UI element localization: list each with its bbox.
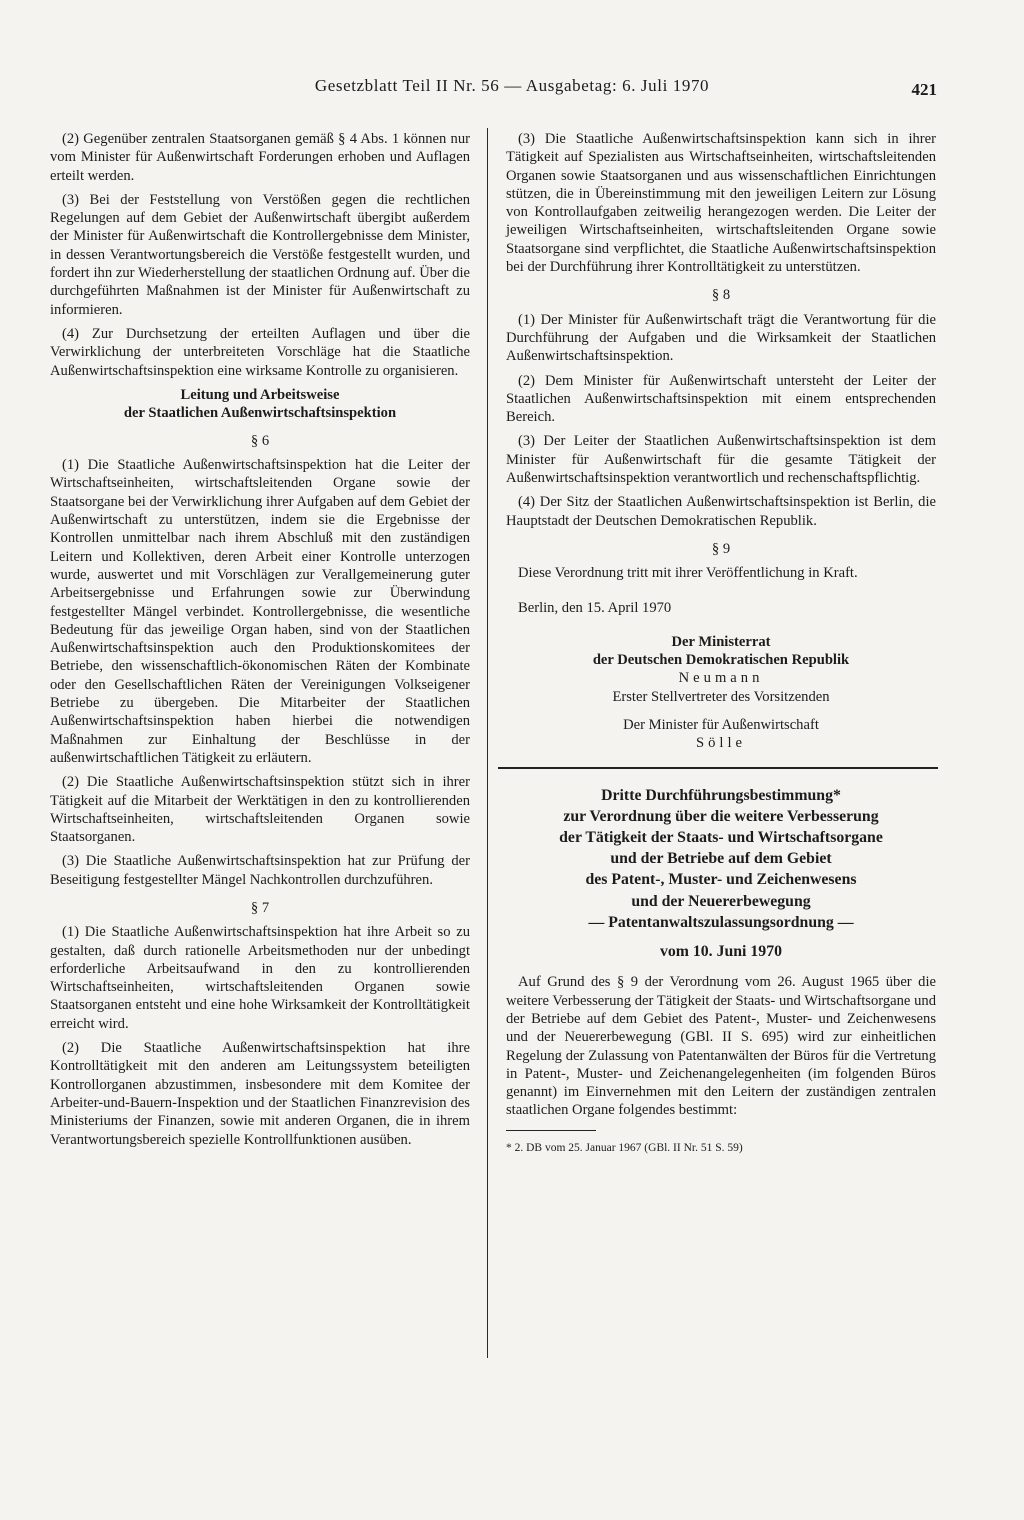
paragraph: (3) Die Staatliche Außenwirtschaftsinspektion kann sich in ihrer Tätigkeit auf Spezialisten aus Wirtschaftseinheiten, wirtschaftsleitenden Organen sowie Staatsorganen und aus wissenschaftlichen Einrichtungen stützen, die in Übereinstimmung mit den jeweiligen Leitern zur Lösung von Kontrollaufgaben zeitweilig herangezogen werden. Die Leiter der jeweiligen Wirtschaftseinheiten, wirtschaftsleitenden Organe sowie Staatsorgane sind verpflichtet, die Staatliche Außenwirtschaftsinspektion bei der Durchführung ihrer Kontrolltätigkeit zu unterstützen. — [506, 131, 936, 276]
paragraph: Auf Grund des § 9 der Verordnung vom 26. August 1965 über die weitere Verbesserung der Tätigkeit der Staats- und Wirtschaftsorgane und der Betriebe auf dem Gebiet des Patent-, Muster- und Zeichenwesens und der Neuererbewegung (GBl. II S. 695) wird zur einheitlichen Regelung der Zulassung von Patentanwälten der Büros für die Vertretung in Patent-, Muster- und Zeichenangelegenheiten (im folgenden Büros genannt) im Einvernehmen mit den Leitern der zuständigen zentralen staatlichen Organe folgendes bestimmt: — [506, 974, 936, 1119]
section-number: § 9 — [711, 540, 731, 557]
paragraph: (2) Dem Minister für Außenwirtschaft untersteht der Leiter der Staatlichen Außenwirtschaftsinspektion mit einem entsprechenden Bereich. — [506, 372, 936, 426]
section-number: § 6 — [250, 432, 270, 449]
document-title — [506, 785, 936, 933]
title-line: zur Verordnung über die weitere Verbesserung — [563, 807, 879, 825]
section-number: § 8 — [711, 287, 731, 304]
signature-body: Der Ministerrat — [671, 633, 771, 650]
footnote: * 2. DB vom 25. Januar 1967 (GBl. II Nr. 51 S. 59) — [506, 1141, 743, 1154]
paragraph: (3) Bei der Feststellung von Verstößen gegen die rechtlichen Regelungen auf dem Gebiet der Außenwirtschaft übergibt außerdem der Minister für Außenwirtschaft die Kontrollergebnisse dem Minister, in dessen Verantwortungsbereich die Verstöße festgestellt wurden, und fordert ihn zur Wiederherstellung der staatlichen Ordnung auf. Über die durchgeführten Maßnahmen ist der Minister für Außenwirtschaft zu informieren. — [50, 191, 470, 318]
gazette-header-title: Gesetzblatt Teil II Nr. 56 — Ausgabetag: 6. Juli 1970 — [314, 76, 710, 95]
title-line: des Patent-, Muster- und Zeichenwesens — [585, 871, 857, 889]
title-line: Dritte Durchführungsbestimmung* — [601, 786, 841, 804]
section-rule — [498, 767, 938, 769]
signatory-role: Erster Stellvertreter des Vorsitzenden — [612, 688, 830, 705]
title-line: der Tätigkeit der Staats- und Wirtschaftsorgane — [559, 829, 883, 847]
column-divider — [487, 128, 488, 1358]
paragraph: (3) Der Leiter der Staatlichen Außenwirtschaftsinspektion ist dem Minister für Außenwirtschaft für die gesamte Tätigkeit der Außenwirtschaftsinspektion verantwortlich und rechenschaftspflichtig. — [506, 433, 936, 487]
place-date: Berlin, den 15. April 1970 — [518, 599, 672, 616]
title-line: und der Neuererbewegung — [631, 892, 811, 910]
paragraph: (3) Die Staatliche Außenwirtschaftsinspektion hat zur Prüfung der Beseitigung festgestellter Mängel Nachkontrollen durchzuführen. — [50, 853, 470, 888]
paragraph: (2) Die Staatliche Außenwirtschaftsinspektion stützt sich in ihrer Tätigkeit auf die Mitarbeit der Werktätigen in den zu kontrollierenden Wirtschaftseinheiten, wirtschaftsleitenden Organen sowie Staatsorganen. — [50, 774, 470, 846]
paragraph: (4) Der Sitz der Staatlichen Außenwirtschaftsinspektion ist Berlin, die Hauptstadt der Deutschen Demokratischen Republik. — [506, 494, 936, 529]
paragraph: (2) Die Staatliche Außenwirtschaftsinspektion hat ihre Kontrolltätigkeit mit den anderen am Leitungssystem beteiligten Kontrollorganen abzustimmen, insbesondere mit dem Komitee der Arbeiter-und-Bauern-Inspektion und der Staatlichen Finanzrevision des Ministeriums der Finanzen, sowie mit anderen Organen, die in ihrem Verantwortungsbereich spezielle Kontrollfunktionen ausüben. — [50, 1040, 470, 1148]
document-date: vom 10. Juni 1970 — [659, 943, 782, 961]
subheading-line: der Staatlichen Außenwirtschaftsinspektion — [123, 404, 397, 421]
section-number: § 7 — [250, 899, 270, 916]
right-column — [506, 130, 936, 1157]
section-subheading — [50, 386, 470, 422]
page-number: 421 — [911, 80, 937, 99]
signatory-name: Sölle — [696, 735, 746, 752]
signatory-name: Neumann — [678, 670, 764, 687]
title-line: und der Betriebe auf dem Gebiet — [610, 850, 832, 868]
paragraph: (4) Zur Durchsetzung der erteilten Auflagen und über die Verwirklichung der unterbreiteten Vorschläge hat die Staatliche Außenwirtschaftsinspektion eine wirksame Kontrolle zu organisieren. — [50, 325, 470, 379]
paragraph: (1) Die Staatliche Außenwirtschaftsinspektion hat die Leiter der Wirtschaftseinheiten, wirtschaftsleitenden Organe sowie der Staatsorgane bei der Verwirklichung ihrer Aufgaben auf dem Gebiet der Außenwirtschaft zu unterstützen, indem sie die Ergebnisse der Kontrollen unmittelbar nach ihrem Abschluß mit den zuständigen Leitern und Kollektiven, deren Arbeit einer Kontrolle unterzogen wurde, auswertet und mit Vorschlägen zur Verallgemeinerung guter Arbeitsergebnisse und Erfahrungen sowie zur Überwindung festgestellter Mängel verbindet. Kontrollergebnisse, die wesentliche Bedeutung für das jeweilige Organ haben, sind von der Staatlichen Außenwirtschaftsinspektion auch den Produktionskomitees der Betriebe, den wissenschaftlich-ökonomischen Räten der Kombinate oder den Gesellschaftlichen Räten der Vereinigungen Volkseigener Betriebe zu übergeben. Die Mitarbeiter der Staatlichen Außenwirtschaftsinspektion haben hierbei die notwendigen Maßnahmen zur Einhaltung der Beschlüsse in der außenwirtschaftlichen Tätigkeit zu erläutern. — [50, 457, 470, 766]
footnote-rule — [506, 1130, 596, 1131]
title-line: — Patentanwaltszulassungsordnung — — [588, 913, 854, 931]
paragraph: (1) Der Minister für Außenwirtschaft trägt die Verantwortung für die Durchführung der Aufgaben und die Wirksamkeit der Staatlichen Außenwirtschaftsinspektion. — [506, 311, 936, 365]
signatory-role: Der Minister für Außenwirtschaft — [623, 717, 819, 734]
paragraph: (1) Die Staatliche Außenwirtschaftsinspektion hat ihre Arbeit so zu gestalten, daß durch rationelle Arbeitsmethoden nur der unbedingt erforderliche Arbeitsaufwand in den zu kontrollierenden Wirtschaftseinheiten, wirtschaftsleitenden Organen sowie Staatsorganen entsteht und eine hohe Wirksamkeit der Kontrolltätigkeit erreicht wird. — [50, 924, 470, 1032]
signature-body: der Deutschen Demokratischen Republik — [592, 652, 850, 669]
left-column — [50, 130, 470, 1155]
paragraph: (2) Gegenüber zentralen Staatsorganen gemäß § 4 Abs. 1 können nur vom Minister für Außenwirtschaft Forderungen erhoben und Auflagen erteilt werden. — [50, 131, 470, 184]
page-header — [0, 76, 1024, 100]
subheading-line: Leitung und Arbeitsweise — [180, 386, 340, 403]
paragraph: Diese Verordnung tritt mit ihrer Veröffentlichung in Kraft. — [518, 565, 858, 582]
